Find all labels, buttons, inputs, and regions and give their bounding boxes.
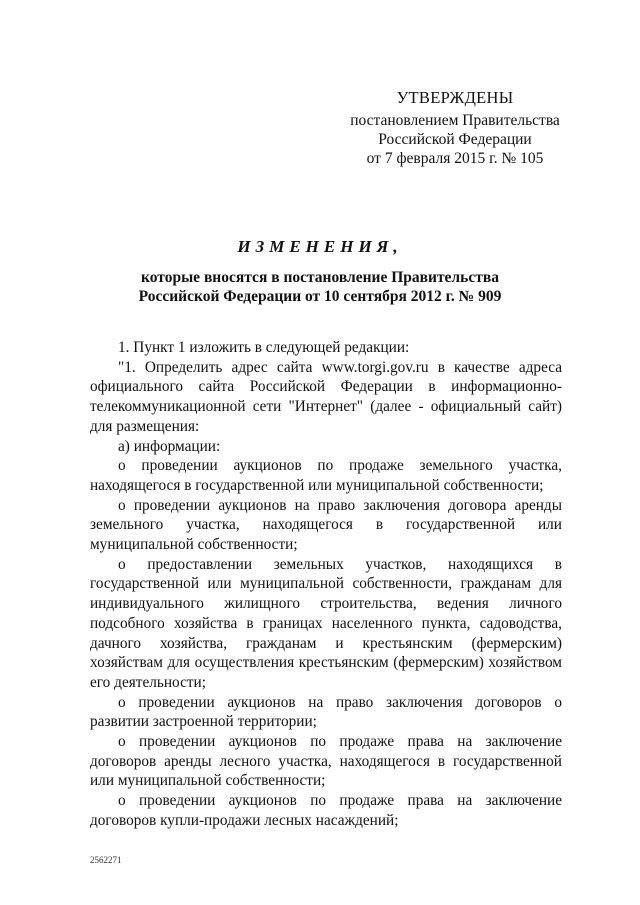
paragraph-5: о проведении аукционов на право заключения договора аренды земельного участка, находящегося в государственной или муниципальной собственности; [90, 496, 562, 554]
document-code: 2562271 [90, 855, 122, 865]
approval-line-1: постановлением Правительства [350, 112, 560, 129]
paragraph-9: о проведении аукционов по продаже права на заключение договоров купли-продажи лесных насаждений; [90, 792, 562, 829]
document-title: ИЗМЕНЕНИЯ, [237, 237, 403, 256]
document-body [90, 338, 562, 831]
approval-line-2: Российской Федерации [378, 131, 532, 148]
paragraph-1: 1. Пункт 1 изложить в следующей редакции: [118, 339, 410, 356]
paragraph-8: о проведении аукционов по продаже права на заключение договоров аренды лесного участка, находящегося в государственной или муниципальной собственности; [90, 733, 562, 790]
approval-stamp [340, 88, 570, 168]
document-subtitle-line-2: Российской Федерации от 10 сентября 2012 г. № 909 [138, 288, 502, 305]
approval-line-3: от 7 февраля 2015 г. № 105 [366, 150, 544, 167]
approval-heading: УТВЕРЖДЕНЫ [396, 88, 514, 107]
paragraph-2: "1. Определить адрес сайта www.torgi.gov.ru в качестве адреса официального сайта Российской Федерации в информационно-телекоммуникационной сети "Интернет" (далее - официальный сайт) для размещения: [90, 358, 562, 435]
paragraph-4: о проведении аукционов по продаже земельного участка, находящегося в государственной или муниципальной собственности; [90, 457, 562, 494]
paragraph-6: о предоставлении земельных участков, находящихся в государственной или муниципальной собственности, гражданам для индивидуального жилищного строительства, ведения личного подсобного хозяйства в границах населенного пункта, садоводства, дачного хозяйства, гражданам и крестьянским (фермерским) хозяйствам для осуществления крестьянским (фермерским) хозяйством его деятельности; [90, 555, 562, 691]
paragraph-7: о проведении аукционов на право заключения договоров о развитии застроенной территории; [90, 693, 562, 731]
paragraph-3: а) информации: [118, 437, 221, 455]
document-subtitle-line-1: которые вносятся в постановление Правительства [141, 269, 499, 286]
document-title-block [60, 236, 580, 306]
